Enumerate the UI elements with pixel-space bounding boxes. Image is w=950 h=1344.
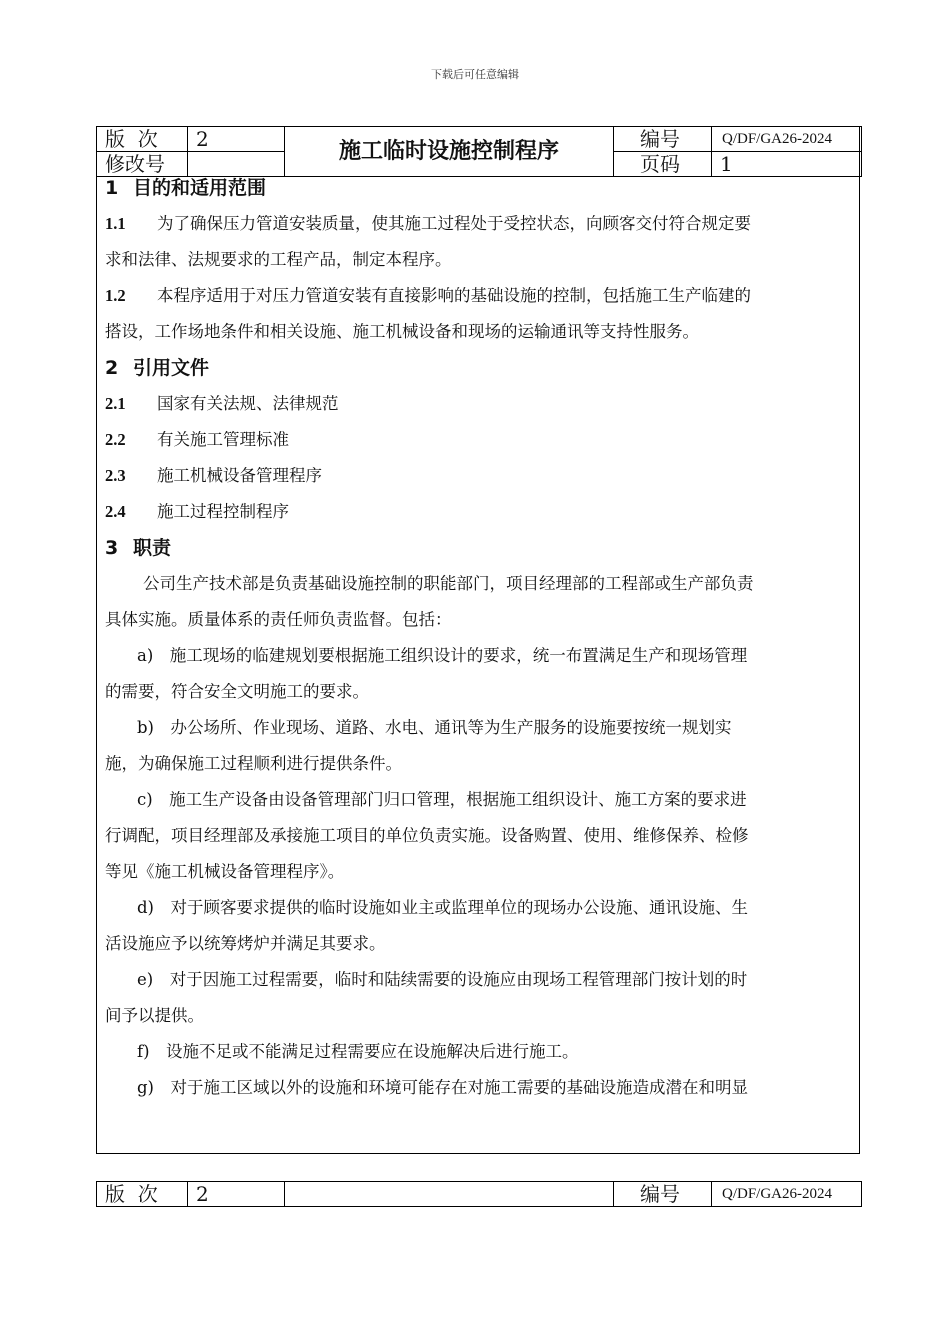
reference-item: 2.4 施工过程控制程序 bbox=[105, 502, 289, 521]
code-label: 编号 bbox=[614, 127, 712, 152]
responsibility-item: a) 施工现场的临建规划要根据施工组织设计的要求，统一布置满足生产和现场管理 的需要，符合安全文明施工的要求。 bbox=[105, 646, 748, 701]
edition-value: 2 bbox=[188, 127, 285, 152]
section-heading: 1 目的和适用范围 bbox=[105, 177, 267, 199]
footer-code-label: 编号 bbox=[614, 1182, 712, 1207]
document-title: 施工临时设施控制程序 bbox=[285, 127, 614, 177]
responsibility-intro: 公司生产技术部是负责基础设施控制的职能部门，项目经理部的工程部或生产部负责 具体实施。质量体系的责任师负责监督。包括： bbox=[105, 574, 754, 629]
reference-item: 2.2 有关施工管理标准 bbox=[105, 430, 289, 449]
footer-code-value: Q/DF/GA26-2024 bbox=[712, 1182, 862, 1207]
footer-edition-label: 版 次 bbox=[97, 1182, 188, 1207]
page-label: 页码 bbox=[614, 152, 712, 177]
responsibility-item: e) 对于因施工过程需要，临时和陆续需要的设施应由现场工程管理部门按计划的时 间予以提供。 bbox=[105, 970, 748, 1025]
section-heading: 2 引用文件 bbox=[105, 357, 210, 379]
document-body bbox=[105, 170, 853, 1106]
responsibility-item: d) 对于顾客要求提供的临时设施如业主或监理单位的现场办公设施、通讯设施、生 活设施应予以统筹烤炉并满足其要求。 bbox=[105, 898, 748, 953]
clause: 1.1 为了确保压力管道安装质量，使其施工过程处于受控状态，向顾客交付符合规定要 求和法律、法规要求的工程产品，制定本程序。 bbox=[105, 214, 751, 269]
reference-item: 2.1 国家有关法规、法律规范 bbox=[105, 394, 339, 413]
footer-blank-cell bbox=[285, 1182, 614, 1207]
responsibility-item: f) 设施不足或不能满足过程需要应在设施解决后进行施工。 bbox=[137, 1042, 579, 1061]
responsibility-item: g) 对于施工区域以外的设施和环境可能存在对施工需要的基础设施造成潜在和明显 bbox=[137, 1078, 748, 1097]
footer-edition-value: 2 bbox=[188, 1182, 285, 1207]
section-heading: 3 职责 bbox=[105, 537, 172, 559]
responsibility-item: b) 办公场所、作业现场、道路、水电、通讯等为生产服务的设施要按统一规划实 施，为确保施工过程顺利进行提供条件。 bbox=[105, 718, 732, 773]
code-value: Q/DF/GA26-2024 bbox=[712, 127, 862, 152]
clause: 1.2 本程序适用于对压力管道安装有直接影响的基础设施的控制，包括施工生产临建的 搭设，工作场地条件和相关设施、施工机械设备和现场的运输通讯等支持性服务。 bbox=[105, 286, 751, 341]
responsibility-item: c) 施工生产设备由设备管理部门归口管理，根据施工组织设计、施工方案的要求进 行调配，项目经理部及承接施工项目的单位负责实施。设备购置、使用、维修保养、检修 等见《施工机械设备管理程序》。 bbox=[105, 790, 749, 881]
page-value: 1 bbox=[712, 152, 862, 177]
revision-label: 修改号 bbox=[97, 152, 188, 177]
reference-item: 2.3 施工机械设备管理程序 bbox=[105, 466, 322, 485]
edition-label: 版 次 bbox=[97, 127, 188, 152]
download-note: 下载后可任意编辑 bbox=[431, 68, 519, 81]
footer-table bbox=[96, 1181, 862, 1207]
